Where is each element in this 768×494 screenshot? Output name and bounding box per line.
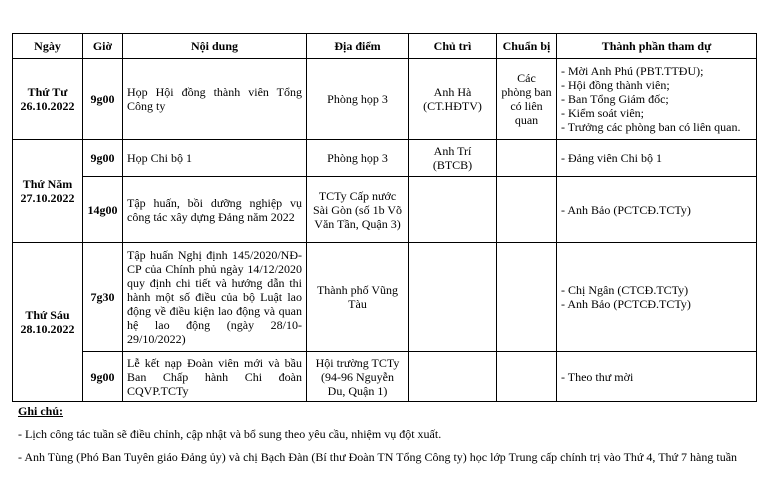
location-cell: Phòng họp 3 xyxy=(307,59,409,140)
header-content: Nội dung xyxy=(123,34,307,59)
location-cell: Thành phố Vũng Tàu xyxy=(307,243,409,352)
table-row xyxy=(13,352,757,402)
prepare-cell: Các phòng ban có liên quan xyxy=(497,59,557,140)
attendee: - Hội đồng thành viên; xyxy=(561,78,670,92)
attendees-cell: - Đảng viên Chi bộ 1 xyxy=(557,140,757,177)
note-item: - Lịch công tác tuần sẽ điều chỉnh, cập nhật và bổ sung theo yêu cầu, nhiệm vụ đột xuất. xyxy=(18,427,442,441)
attendee: - Mời Anh Phú (PBT.TTĐU); xyxy=(561,64,704,78)
table-row xyxy=(13,140,757,177)
prepare-cell xyxy=(497,243,557,352)
notes-title: Ghi chú: xyxy=(18,404,64,418)
header-row xyxy=(13,34,757,59)
attendees-cell: - Theo thư mời xyxy=(557,352,757,402)
day-date: 27.10.2022 xyxy=(20,191,75,205)
attendee: - Anh Bảo (PCTCĐ.TCTy) xyxy=(561,297,691,311)
content-cell: Tập huấn, bồi dưỡng nghiệp vụ công tác xây dựng Đảng năm 2022 xyxy=(123,177,307,243)
attendees-cell: - Anh Bảo (PCTCĐ.TCTy) xyxy=(557,177,757,243)
content-cell: Tập huấn Nghị định 145/2020/NĐ-CP của Chính phủ ngày 14/12/2020 quy định chi tiết và hướng dẫn thi hành một số điều của bộ Luật lao động về điều kiện lao động và quan hệ lao động (ngày 28/10-29/10/2022) xyxy=(123,243,307,352)
day-date: 28.10.2022 xyxy=(20,322,75,336)
day-name: Thứ Năm xyxy=(22,177,73,191)
header-location: Địa điểm xyxy=(307,34,409,59)
attendees-cell xyxy=(557,243,757,352)
time-cell: 9g00 xyxy=(83,140,123,177)
day-name: Thứ Tư xyxy=(27,85,68,99)
prepare-cell xyxy=(497,352,557,402)
prepare-cell xyxy=(497,177,557,243)
note-item: - Anh Tùng (Phó Ban Tuyên giáo Đảng ủy) và chị Bạch Đàn (Bí thư Đoàn TN Tổng Công ty) học lớp Trung cấp chính trị vào Thứ 4, Thứ 7 hàng tuần xyxy=(18,450,738,464)
attendee: - Trưởng các phòng ban có liên quan. xyxy=(561,120,741,134)
chair-cell xyxy=(409,243,497,352)
attendees-cell xyxy=(557,59,757,140)
day-name: Thứ Sáu xyxy=(25,308,70,322)
weekly-schedule-table xyxy=(12,33,757,402)
attendee: - Kiểm soát viên; xyxy=(561,106,644,120)
table-row xyxy=(13,243,757,352)
table-row xyxy=(13,59,757,140)
attendee: - Ban Tổng Giám đốc; xyxy=(561,92,669,106)
content-cell: Họp Hội đồng thành viên Tổng Công ty xyxy=(123,59,307,140)
location-cell: Hội trường TCTy (94-96 Nguyễn Du, Quận 1) xyxy=(307,352,409,402)
time-cell: 9g00 xyxy=(83,59,123,140)
header-prepare: Chuẩn bị xyxy=(497,34,557,59)
location-cell: TCTy Cấp nước Sài Gòn (số 1b Võ Văn Tần, Quận 3) xyxy=(307,177,409,243)
time-cell: 9g00 xyxy=(83,352,123,402)
day-cell xyxy=(13,59,83,140)
time-cell: 7g30 xyxy=(83,243,123,352)
chair-cell xyxy=(409,352,497,402)
prepare-cell xyxy=(497,140,557,177)
chair-cell: Anh Hà (CT.HĐTV) xyxy=(409,59,497,140)
content-cell: Lễ kết nạp Đoàn viên mới và bầu Ban Chấp hành Chi đoàn CQVP.TCTy xyxy=(123,352,307,402)
header-attendees: Thành phần tham dự xyxy=(557,34,757,59)
notes-section xyxy=(18,404,758,473)
content-cell: Họp Chi bộ 1 xyxy=(123,140,307,177)
time-cell: 14g00 xyxy=(83,177,123,243)
chair-cell xyxy=(409,177,497,243)
header-time: Giờ xyxy=(83,34,123,59)
header-day: Ngày xyxy=(13,34,83,59)
location-cell: Phòng họp 3 xyxy=(307,140,409,177)
chair-cell: Anh Trí (BTCB) xyxy=(409,140,497,177)
header-chair: Chủ trì xyxy=(409,34,497,59)
day-date: 26.10.2022 xyxy=(20,99,75,113)
table-row xyxy=(13,177,757,243)
day-cell xyxy=(13,140,83,243)
attendee: - Chị Ngân (CTCĐ.TCTy) xyxy=(561,283,689,297)
day-cell xyxy=(13,243,83,402)
